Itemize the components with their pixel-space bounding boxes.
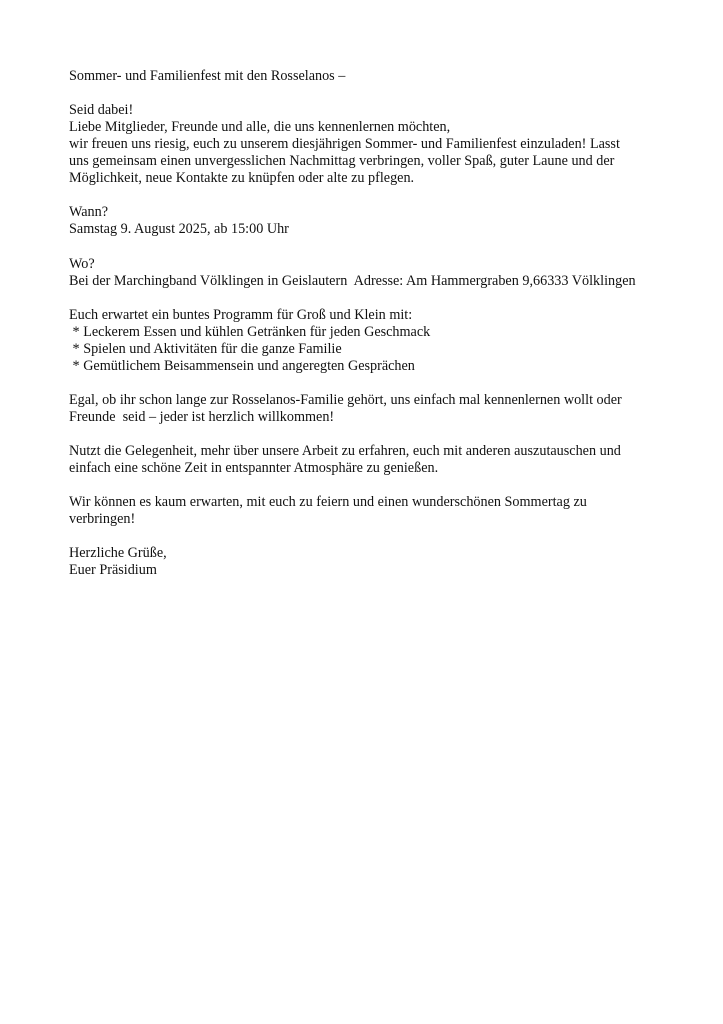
spacer [69,187,669,204]
program-intro: Euch erwartet ein buntes Programm für Groß und Klein mit: [69,306,413,323]
spacer [69,85,669,102]
spacer [69,375,669,392]
document-page [69,68,669,579]
spacer [69,528,669,545]
opportunity-line: Nutzt die Gelegenheit, mehr über unsere Arbeit zu erfahren, euch mit anderen auszutauschen und [69,443,621,460]
intro-line: uns gemeinsam einen unvergesslichen Nachmittag verbringen, voller Spaß, guter Laune und der [69,153,615,170]
program-item: * Gemütlichem Beisammensein und angeregten Gesprächen [69,357,415,374]
signature-sender: Euer Präsidium [69,562,157,579]
intro-line: Liebe Mitglieder, Freunde und alle, die uns kennenlernen möchten, [69,119,451,136]
signature-section [69,545,669,579]
spacer [69,426,669,443]
when-section [69,204,669,238]
intro-line: wir freuen uns riesig, euch zu unserem diesjährigen Sommer- und Familienfest einzuladen! Lasst [69,136,620,153]
program-item: * Leckerem Essen und kühlen Getränken für jeden Geschmack [69,323,431,340]
signature-greeting: Herzliche Grüße, [69,545,167,562]
where-value: Bei der Marchingband Völklingen in Geislautern Adresse: Am Hammergraben 9,66333 Völklingen [69,272,636,289]
spacer [69,290,669,307]
spacer [69,238,669,255]
closing-section [69,494,669,528]
intro-heading: Seid dabei! [69,102,134,119]
document-title: Sommer- und Familienfest mit den Rosselanos – [69,68,346,84]
welcome-line: Egal, ob ihr schon lange zur Rosselanos-Familie gehört, uns einfach mal kennenlernen wollt oder [69,391,622,408]
opportunity-line: einfach eine schöne Zeit in entspannter Atmosphäre zu genießen. [69,460,439,477]
intro-section [69,102,669,187]
closing-line: verbringen! [69,511,136,528]
program-item: * Spielen und Aktivitäten für die ganze Familie [69,340,342,357]
when-label: Wann? [69,204,109,221]
intro-line: Möglichkeit, neue Kontakte zu knüpfen oder alte zu pflegen. [69,170,415,187]
when-value: Samstag 9. August 2025, ab 15:00 Uhr [69,221,289,238]
welcome-line: Freunde seid – jeder ist herzlich willkommen! [69,408,335,425]
where-section [69,256,669,290]
welcome-section [69,392,669,426]
where-label: Wo? [69,255,95,272]
program-section [69,307,669,375]
closing-line: Wir können es kaum erwarten, mit euch zu feiern und einen wunderschönen Sommertag zu [69,494,587,511]
opportunity-section [69,443,669,477]
spacer [69,477,669,494]
